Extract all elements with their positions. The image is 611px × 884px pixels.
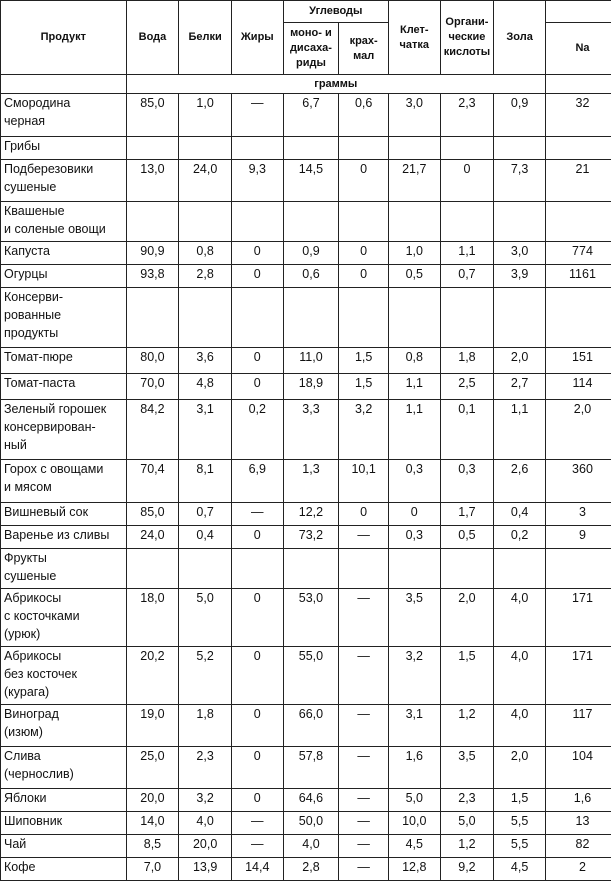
value-cell <box>339 549 389 589</box>
value-cell: 3,5 <box>440 747 494 789</box>
product-name: Горох с овощами и мясом <box>1 460 127 503</box>
value-cell: 1,3 <box>283 460 339 503</box>
product-name: Подберезовики сушеные <box>1 160 127 202</box>
value-cell: 2 <box>545 858 611 881</box>
value-cell: 5,5 <box>494 835 546 858</box>
value-cell: 151 <box>545 348 611 374</box>
value-cell: 0 <box>388 503 440 526</box>
value-cell: 1,1 <box>388 400 440 460</box>
table-row <box>1 747 611 789</box>
value-cell: 4,0 <box>179 812 232 835</box>
value-cell: 85,0 <box>126 503 179 526</box>
header-ash: Зола <box>494 1 546 75</box>
value-cell: — <box>231 835 283 858</box>
value-cell: 4,5 <box>494 858 546 881</box>
value-cell: 114 <box>545 374 611 400</box>
value-cell: — <box>339 835 389 858</box>
value-cell <box>179 288 232 348</box>
product-name: Грибы <box>1 137 127 160</box>
table-row <box>1 460 611 503</box>
value-cell: 3,3 <box>283 400 339 460</box>
value-cell: 57,8 <box>283 747 339 789</box>
value-cell: 7,0 <box>126 858 179 881</box>
value-cell: 1,7 <box>440 503 494 526</box>
value-cell <box>388 288 440 348</box>
value-cell: — <box>339 747 389 789</box>
product-name: Зеленый горошек консервирован- ный <box>1 400 127 460</box>
value-cell: 774 <box>545 242 611 265</box>
value-cell: 64,6 <box>283 789 339 812</box>
table-row <box>1 374 611 400</box>
table-row <box>1 589 611 647</box>
value-cell: 0,2 <box>231 400 283 460</box>
value-cell: 171 <box>545 589 611 647</box>
product-name: Абрикосы с косточками (урюк) <box>1 589 127 647</box>
value-cell: 20,0 <box>126 789 179 812</box>
value-cell: 50,0 <box>283 812 339 835</box>
value-cell: 24,0 <box>126 526 179 549</box>
value-cell <box>126 202 179 242</box>
value-cell: 14,5 <box>283 160 339 202</box>
table-header <box>1 1 611 94</box>
product-name: Смородина черная <box>1 94 127 137</box>
value-cell <box>339 288 389 348</box>
value-cell: 55,0 <box>283 647 339 705</box>
header-units-blank-na <box>545 75 611 94</box>
value-cell: 0,7 <box>179 503 232 526</box>
value-cell: 1,6 <box>545 789 611 812</box>
product-name: Томат-пюре <box>1 348 127 374</box>
product-name: Квашеные и соленые овощи <box>1 202 127 242</box>
value-cell: 1,5 <box>440 647 494 705</box>
value-cell: 0 <box>231 348 283 374</box>
value-cell: 1,1 <box>440 242 494 265</box>
value-cell: 5,0 <box>388 789 440 812</box>
value-cell: 0 <box>339 265 389 288</box>
product-name: Фрукты сушеные <box>1 549 127 589</box>
value-cell <box>283 288 339 348</box>
product-name: Огурцы <box>1 265 127 288</box>
value-cell: 1,0 <box>179 94 232 137</box>
value-cell <box>339 202 389 242</box>
value-cell: 4,5 <box>388 835 440 858</box>
table-row <box>1 503 611 526</box>
value-cell: 85,0 <box>126 94 179 137</box>
value-cell: 1,1 <box>494 400 546 460</box>
value-cell: 0 <box>231 589 283 647</box>
table-row <box>1 160 611 202</box>
header-carbohydrates: Углеводы <box>283 1 388 23</box>
value-cell: 5,2 <box>179 647 232 705</box>
value-cell <box>179 202 232 242</box>
value-cell: 0 <box>440 160 494 202</box>
product-name: Вишневый сок <box>1 503 127 526</box>
value-cell: 7,3 <box>494 160 546 202</box>
table-row <box>1 202 611 242</box>
table-row <box>1 647 611 705</box>
value-cell: 171 <box>545 647 611 705</box>
table-row <box>1 526 611 549</box>
value-cell: 1,5 <box>494 789 546 812</box>
value-cell: 12,2 <box>283 503 339 526</box>
table-row <box>1 789 611 812</box>
value-cell <box>494 202 546 242</box>
value-cell: 6,7 <box>283 94 339 137</box>
header-sodium: Na <box>545 23 611 75</box>
value-cell: 21 <box>545 160 611 202</box>
value-cell: 32 <box>545 94 611 137</box>
value-cell: 3,0 <box>494 242 546 265</box>
value-cell: — <box>339 647 389 705</box>
value-cell: 20,2 <box>126 647 179 705</box>
value-cell: 73,2 <box>283 526 339 549</box>
value-cell: 0,8 <box>388 348 440 374</box>
value-cell: 1,1 <box>388 374 440 400</box>
value-cell: — <box>339 812 389 835</box>
value-cell <box>126 137 179 160</box>
value-cell: 11,0 <box>283 348 339 374</box>
value-cell: 2,3 <box>440 789 494 812</box>
value-cell: 19,0 <box>126 705 179 747</box>
header-fiber: Клет-чатка <box>388 1 440 75</box>
value-cell: 0 <box>231 705 283 747</box>
value-cell <box>231 137 283 160</box>
value-cell: 9,3 <box>231 160 283 202</box>
value-cell: 0,3 <box>388 460 440 503</box>
table-row <box>1 137 611 160</box>
value-cell: 104 <box>545 747 611 789</box>
value-cell <box>494 137 546 160</box>
value-cell: 0,8 <box>179 242 232 265</box>
value-cell: 70,4 <box>126 460 179 503</box>
product-name: Яблоки <box>1 789 127 812</box>
value-cell: 21,7 <box>388 160 440 202</box>
value-cell: 12,8 <box>388 858 440 881</box>
value-cell: 0 <box>231 789 283 812</box>
value-cell: 360 <box>545 460 611 503</box>
value-cell: 0,4 <box>494 503 546 526</box>
value-cell: 5,0 <box>440 812 494 835</box>
value-cell <box>494 288 546 348</box>
value-cell: 8,1 <box>179 460 232 503</box>
header-blank-cell <box>545 1 611 23</box>
value-cell: 3,2 <box>179 789 232 812</box>
header-product: Продукт <box>1 1 127 75</box>
value-cell <box>545 549 611 589</box>
value-cell: 3,9 <box>494 265 546 288</box>
value-cell: 66,0 <box>283 705 339 747</box>
value-cell: 3,2 <box>388 647 440 705</box>
value-cell: 20,0 <box>179 835 232 858</box>
value-cell: 2,6 <box>494 460 546 503</box>
table-row <box>1 348 611 374</box>
value-cell: — <box>339 526 389 549</box>
table-row <box>1 94 611 137</box>
value-cell: 0,5 <box>388 265 440 288</box>
header-fat: Жиры <box>231 1 283 75</box>
value-cell: — <box>231 812 283 835</box>
value-cell: 4,8 <box>179 374 232 400</box>
header-water: Вода <box>126 1 179 75</box>
product-name: Капуста <box>1 242 127 265</box>
value-cell <box>440 137 494 160</box>
value-cell: 13 <box>545 812 611 835</box>
value-cell: 0,3 <box>440 460 494 503</box>
value-cell: 14,4 <box>231 858 283 881</box>
product-name: Чай <box>1 835 127 858</box>
value-cell: 0 <box>231 747 283 789</box>
product-name: Консерви- рованные продукты <box>1 288 127 348</box>
value-cell: 0 <box>231 647 283 705</box>
value-cell: 5,5 <box>494 812 546 835</box>
value-cell: 0 <box>339 160 389 202</box>
value-cell: 0,3 <box>388 526 440 549</box>
value-cell: 1,2 <box>440 705 494 747</box>
value-cell <box>339 137 389 160</box>
value-cell: 13,9 <box>179 858 232 881</box>
value-cell: 0 <box>339 503 389 526</box>
header-units-blank <box>1 75 127 94</box>
value-cell <box>283 549 339 589</box>
value-cell: 0,9 <box>494 94 546 137</box>
value-cell: 93,8 <box>126 265 179 288</box>
product-name: Варенье из сливы <box>1 526 127 549</box>
value-cell: 8,5 <box>126 835 179 858</box>
value-cell: 1,0 <box>388 242 440 265</box>
product-name: Абрикосы без косточек (курага) <box>1 647 127 705</box>
value-cell <box>440 549 494 589</box>
value-cell <box>283 137 339 160</box>
value-cell: 0,5 <box>440 526 494 549</box>
header-units: граммы <box>126 75 545 94</box>
value-cell: 80,0 <box>126 348 179 374</box>
table-row <box>1 705 611 747</box>
value-cell: 0 <box>339 242 389 265</box>
value-cell <box>126 288 179 348</box>
value-cell <box>440 202 494 242</box>
value-cell: 6,9 <box>231 460 283 503</box>
value-cell: 2,3 <box>179 747 232 789</box>
value-cell <box>231 202 283 242</box>
table-row <box>1 242 611 265</box>
value-cell: 0 <box>231 242 283 265</box>
value-cell: 0,7 <box>440 265 494 288</box>
value-cell: 0,9 <box>283 242 339 265</box>
value-cell: 3,2 <box>339 400 389 460</box>
value-cell <box>545 288 611 348</box>
value-cell: — <box>231 503 283 526</box>
value-cell: 4,0 <box>494 647 546 705</box>
value-cell: 1161 <box>545 265 611 288</box>
value-cell: 4,0 <box>494 705 546 747</box>
value-cell: 84,2 <box>126 400 179 460</box>
value-cell: — <box>339 589 389 647</box>
value-cell: 0,1 <box>440 400 494 460</box>
value-cell: 82 <box>545 835 611 858</box>
value-cell: 2,0 <box>494 348 546 374</box>
value-cell: 0,4 <box>179 526 232 549</box>
header-starch: крах-мал <box>339 23 389 75</box>
value-cell: 2,8 <box>179 265 232 288</box>
value-cell: 90,9 <box>126 242 179 265</box>
value-cell: 2,0 <box>440 589 494 647</box>
value-cell: 0 <box>231 265 283 288</box>
value-cell: 18,0 <box>126 589 179 647</box>
product-name: Кофе <box>1 858 127 881</box>
value-cell: 13,0 <box>126 160 179 202</box>
value-cell: — <box>339 789 389 812</box>
header-mono-disaccharides: моно- и дисаха-риды <box>283 23 339 75</box>
value-cell <box>388 137 440 160</box>
value-cell: 2,3 <box>440 94 494 137</box>
value-cell: 9,2 <box>440 858 494 881</box>
table-body <box>1 94 611 881</box>
value-cell: 0,2 <box>494 526 546 549</box>
table-row <box>1 400 611 460</box>
table-row <box>1 812 611 835</box>
value-cell: 2,0 <box>494 747 546 789</box>
value-cell: 2,0 <box>545 400 611 460</box>
value-cell: 2,5 <box>440 374 494 400</box>
value-cell: 3,6 <box>179 348 232 374</box>
value-cell <box>440 288 494 348</box>
value-cell: 0,6 <box>283 265 339 288</box>
value-cell: 3 <box>545 503 611 526</box>
value-cell: 14,0 <box>126 812 179 835</box>
value-cell <box>388 549 440 589</box>
table-row <box>1 265 611 288</box>
product-name: Виноград (изюм) <box>1 705 127 747</box>
value-cell: 70,0 <box>126 374 179 400</box>
value-cell: 18,9 <box>283 374 339 400</box>
value-cell: 3,0 <box>388 94 440 137</box>
value-cell: 4,0 <box>283 835 339 858</box>
value-cell: — <box>231 94 283 137</box>
value-cell: 2,7 <box>494 374 546 400</box>
value-cell: 1,2 <box>440 835 494 858</box>
value-cell: 10,1 <box>339 460 389 503</box>
value-cell: 3,1 <box>388 705 440 747</box>
value-cell: 3,1 <box>179 400 232 460</box>
value-cell <box>494 549 546 589</box>
value-cell: 1,5 <box>339 374 389 400</box>
value-cell: 0,6 <box>339 94 389 137</box>
value-cell: 0 <box>231 374 283 400</box>
value-cell: — <box>339 705 389 747</box>
value-cell <box>231 549 283 589</box>
table-row <box>1 288 611 348</box>
value-cell: 4,0 <box>494 589 546 647</box>
value-cell <box>126 549 179 589</box>
value-cell: 1,5 <box>339 348 389 374</box>
value-cell: 1,8 <box>440 348 494 374</box>
product-name: Томат-паста <box>1 374 127 400</box>
value-cell: 25,0 <box>126 747 179 789</box>
value-cell: 117 <box>545 705 611 747</box>
value-cell: 1,6 <box>388 747 440 789</box>
value-cell <box>388 202 440 242</box>
value-cell: 53,0 <box>283 589 339 647</box>
table-row <box>1 858 611 881</box>
value-cell <box>179 549 232 589</box>
value-cell: 0 <box>231 526 283 549</box>
value-cell <box>283 202 339 242</box>
value-cell: 5,0 <box>179 589 232 647</box>
value-cell <box>545 202 611 242</box>
value-cell: 1,8 <box>179 705 232 747</box>
value-cell <box>231 288 283 348</box>
value-cell: 9 <box>545 526 611 549</box>
table-row <box>1 835 611 858</box>
header-protein: Белки <box>179 1 232 75</box>
header-organic-acids: Органи-ческие кислоты <box>440 1 494 75</box>
value-cell: — <box>339 858 389 881</box>
value-cell: 10,0 <box>388 812 440 835</box>
value-cell: 3,5 <box>388 589 440 647</box>
value-cell <box>545 137 611 160</box>
value-cell: 2,8 <box>283 858 339 881</box>
value-cell: 24,0 <box>179 160 232 202</box>
product-name: Шиповник <box>1 812 127 835</box>
table-row <box>1 549 611 589</box>
product-name: Слива (чернослив) <box>1 747 127 789</box>
value-cell <box>179 137 232 160</box>
